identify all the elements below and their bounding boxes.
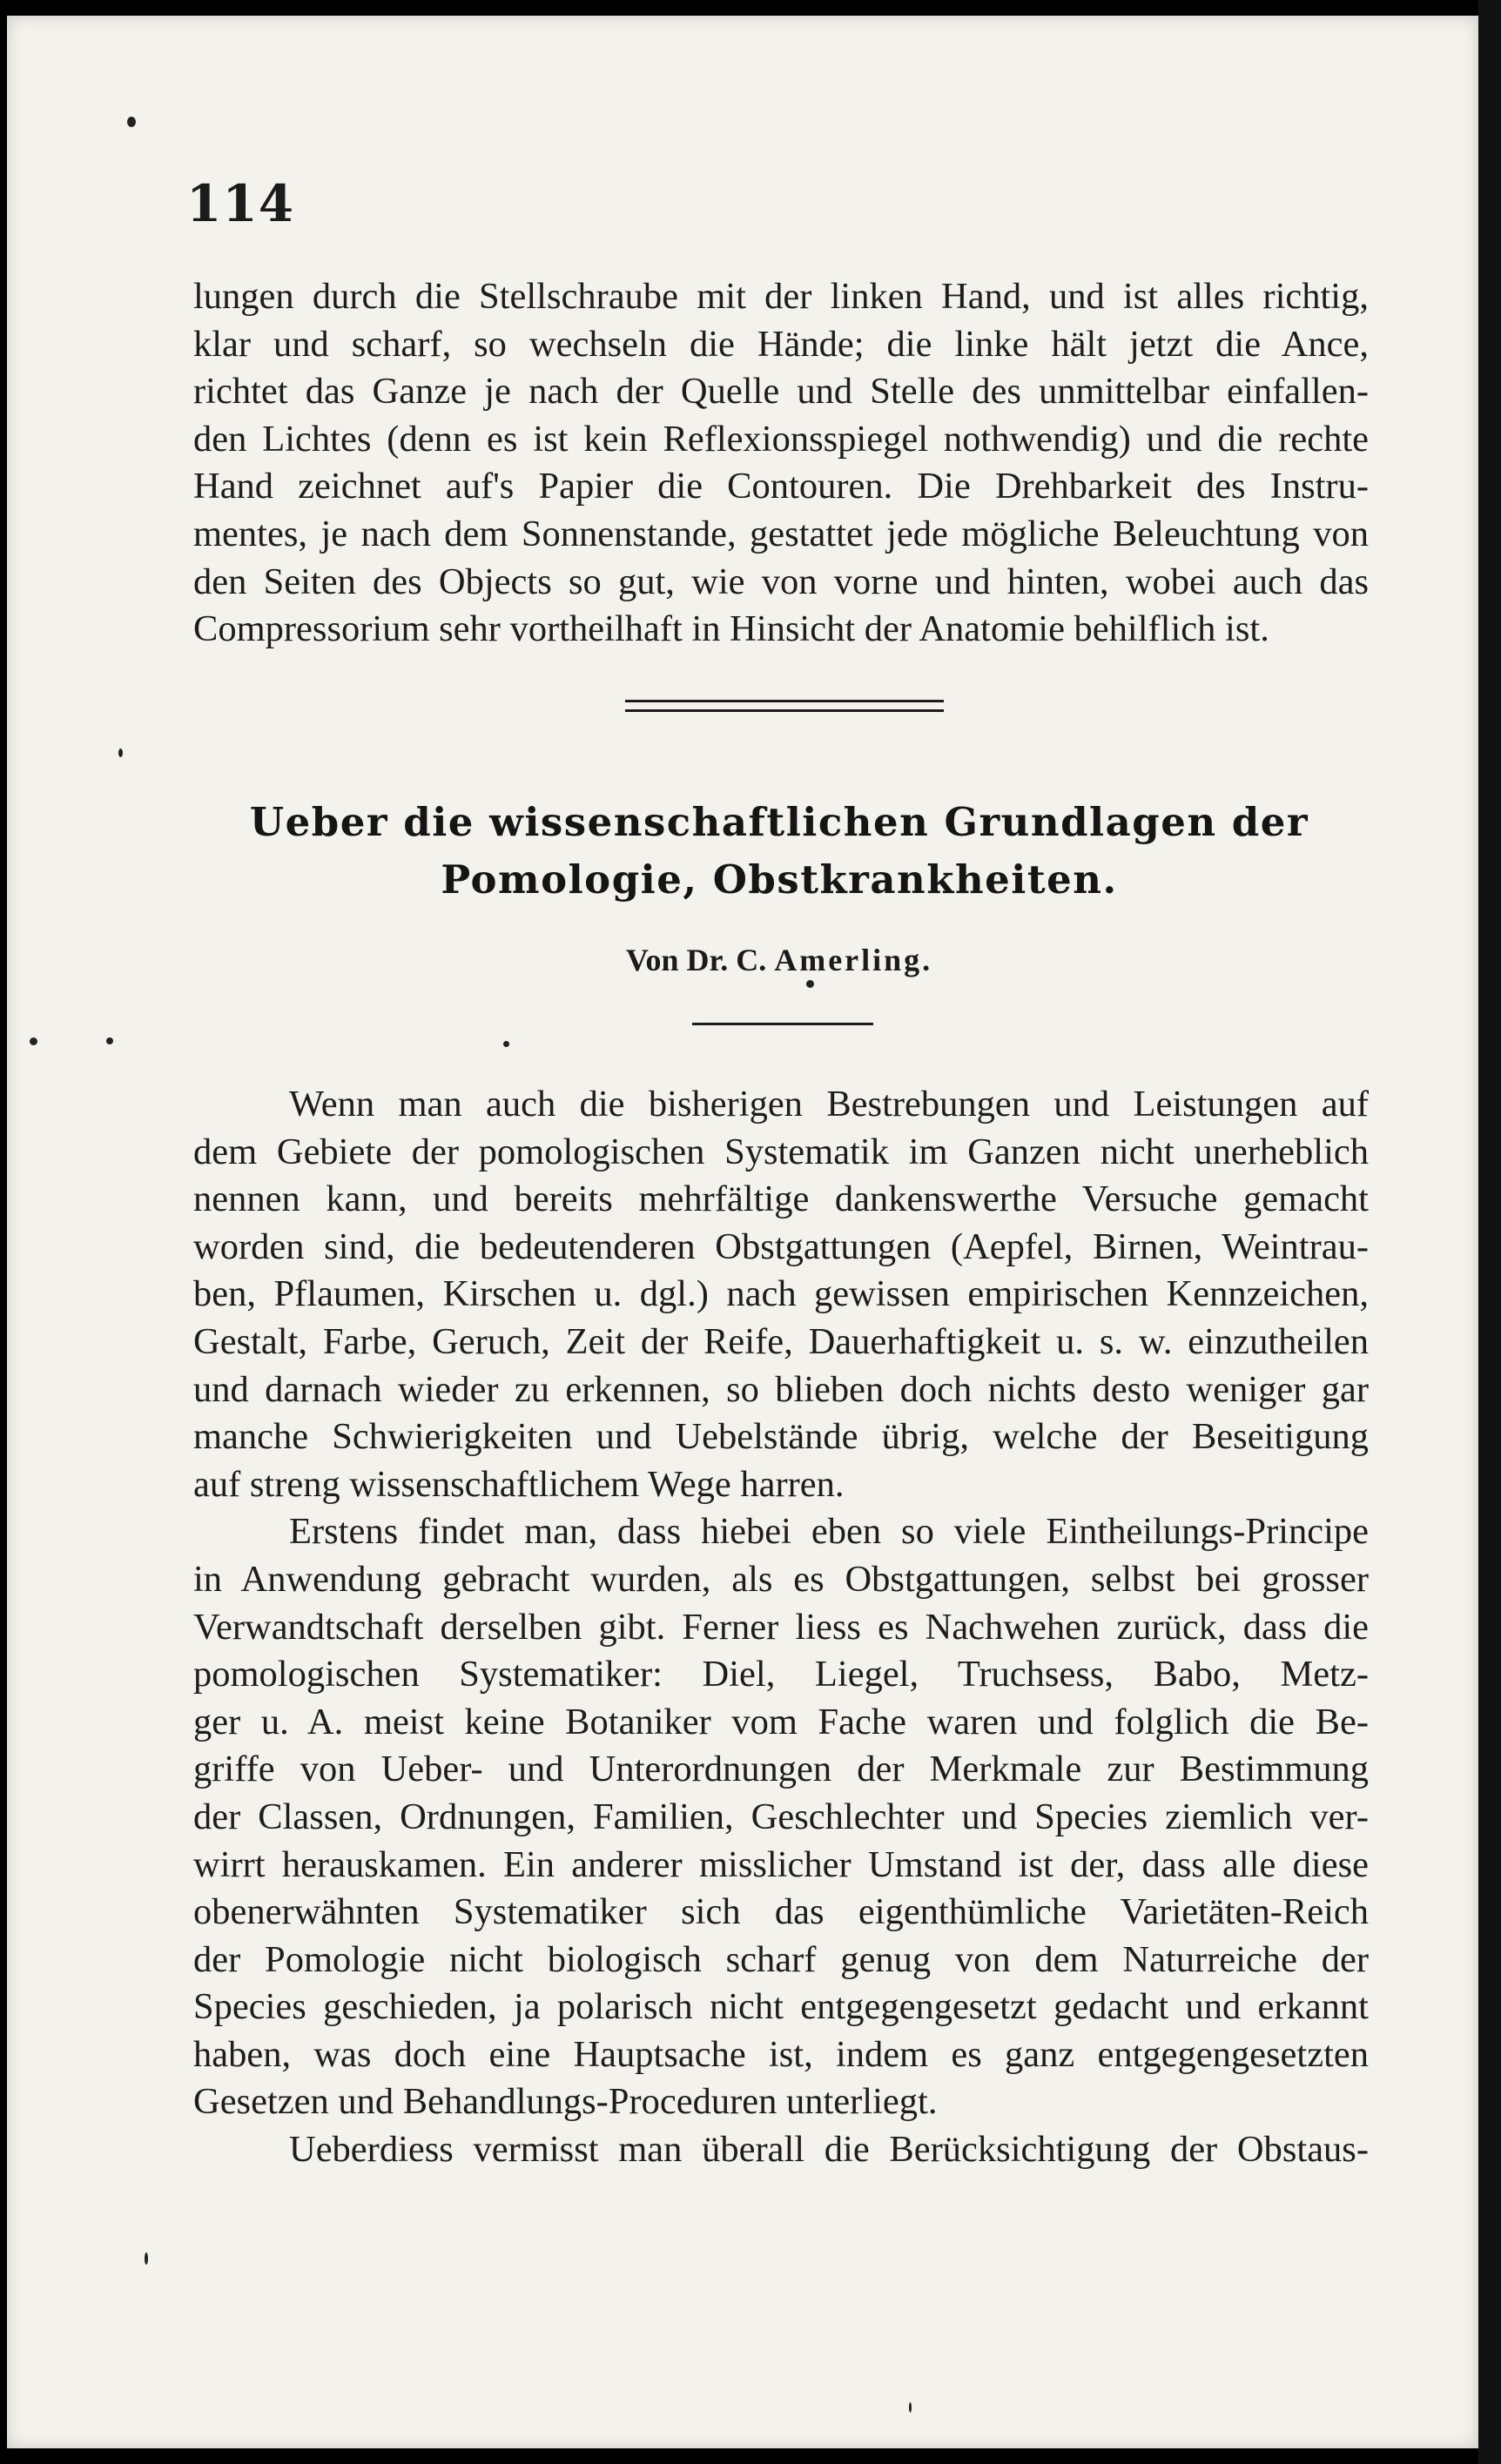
text-line: Hand zeichnet auf's Papier die Contouren. Die Drehbarkeit des Instru-: [193, 466, 1369, 507]
article-body: [193, 1081, 1369, 2174]
text-line: Ueberdiess vermisst man überall die Berücksichtigung der Obstaus-: [289, 2129, 1369, 2171]
article-title-line-1: Ueber die wissenschaftlichen Grundlagen der: [249, 799, 1309, 845]
text-line: der Classen, Ordnungen, Familien, Geschlechter und Species ziemlich ver-: [193, 1796, 1369, 1837]
page-number: 114: [186, 174, 295, 233]
text-line: Erstens findet man, dass hiebei eben so viele Eintheilungs-Principe: [289, 1511, 1369, 1553]
text-line: Compressorium sehr vortheilhaft in Hinsicht der Anatomie behilflich ist.: [193, 608, 1269, 650]
scan-speck: [118, 749, 123, 757]
text-line: klar und scharf, so wechseln die Hände; die linke hält jetzt die Ance,: [193, 323, 1369, 365]
text-line: Verwandtschaft derselben gibt. Ferner liess es Nachwehen zurück, dass die: [193, 1606, 1369, 1648]
text-line: worden sind, die bedeutenderen Obstgattungen (Aepfel, Birnen, Weintrau-: [193, 1225, 1369, 1267]
scan-speck: [127, 117, 136, 127]
byline-divider: [692, 1023, 873, 1025]
byline-author: Amerling.: [774, 943, 933, 977]
text-line: mentes, je nach dem Sonnenstande, gestattet jede mögliche Beleuchtung von: [193, 513, 1369, 554]
text-line: den Seiten des Objects so gut, wie von vorne und hinten, wobei auch das: [193, 561, 1369, 602]
scan-speck: [503, 1041, 509, 1047]
byline: [192, 942, 1367, 978]
text-line: manche Schwierigkeiten und Uebelstände übrig, welche der Beseitigung: [193, 1416, 1369, 1458]
scan-speck: [145, 2253, 148, 2265]
section-divider: [625, 700, 944, 712]
text-line: griffe von Ueber- und Unterordnungen der Merkmale zur Bestimmung: [193, 1749, 1369, 1790]
text-line: der Pomologie nicht biologisch scharf genug von dem Naturreiche der: [193, 1938, 1369, 1980]
text-line: richtet das Ganze je nach der Quelle und Stelle des unmittelbar einfallen-: [193, 371, 1369, 413]
text-line: lungen durch die Stellschraube mit der linken Hand, und ist alles richtig,: [193, 276, 1369, 317]
text-line: Species geschieden, ja polarisch nicht entgegengesetzt gedacht und erkannt: [193, 1986, 1369, 2028]
text-line: nennen kann, und bereits mehrfältige dankenswerthe Versuche gemacht: [193, 1178, 1369, 1220]
text-line: ben, Pflaumen, Kirschen u. dgl.) nach gewissen empirischen Kennzeichen,: [193, 1273, 1369, 1315]
scan-border: [1478, 0, 1501, 2464]
article-title-line-2: Pomologie, Obstkrankheiten.: [441, 856, 1118, 903]
text-line: Wenn man auch die bisherigen Bestrebungen und Leistungen auf: [289, 1084, 1369, 1125]
scan-speck: [909, 2402, 912, 2413]
text-line: den Lichtes (denn es ist kein Reflexionsspiegel nothwendig) und die rechte: [193, 418, 1369, 460]
scan-speck: [30, 1037, 37, 1045]
text-line: haben, was doch eine Hauptsache ist, indem es ganz entgegengesetzten: [193, 2033, 1369, 2075]
scan-speck: [806, 980, 814, 988]
text-line: in Anwendung gebracht wurden, als es Obstgattungen, selbst bei grosser: [193, 1558, 1369, 1600]
text-line: Gestalt, Farbe, Geruch, Zeit der Reife, Dauerhaftigkeit u. s. w. einzutheilen: [193, 1320, 1369, 1362]
text-line: und darnach wieder zu erkennen, so blieben doch nichts desto weniger gar: [193, 1368, 1369, 1410]
text-line: Gesetzen und Behandlungs-Proceduren unterliegt.: [193, 2081, 938, 2123]
text-line: dem Gebiete der pomologischen Systematik im Ganzen nicht unerheblich: [193, 1131, 1369, 1172]
text-line: auf streng wissenschaftlichem Wege harren.: [193, 1463, 845, 1505]
text-line: ger u. A. meist keine Botaniker vom Fache waren und folglich die Be-: [193, 1701, 1369, 1742]
paragraph-continued: [193, 273, 1369, 654]
scan-speck: [106, 1037, 113, 1044]
text-line: pomologischen Systematiker: Diel, Liegel, Truchsess, Babo, Metz-: [193, 1654, 1369, 1695]
byline-prefix: Von Dr. C.: [625, 943, 767, 977]
text-line: obenerwähnten Systematiker sich das eigenthümliche Varietäten-Reich: [193, 1891, 1369, 1933]
text-line: wirrt herauskamen. Ein anderer misslicher Umstand ist der, dass alle diese: [193, 1843, 1369, 1885]
